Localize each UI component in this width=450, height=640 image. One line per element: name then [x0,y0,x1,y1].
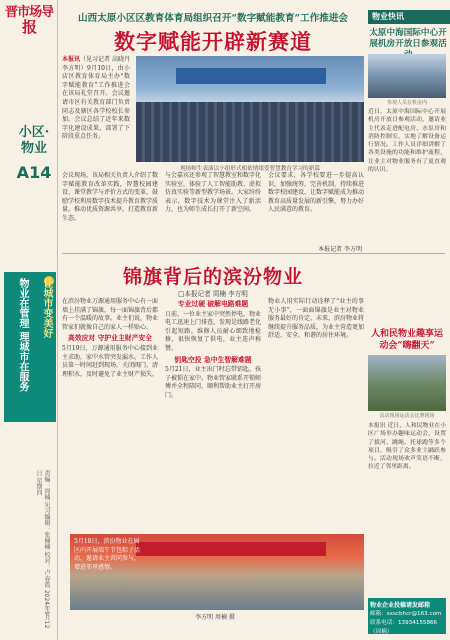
right-title-2: 人和民物业趣享运动会“嗨翻天” [370,329,443,351]
article1-photo-caption: 现场师生表演以小组形式相依情绪爱智慧教育学习的新篇 [180,166,320,172]
right-text-1: 近日，太原中海国际中心开展机房开放日参观活动，邀请业主代表走进配电房、水泵房和消防控制室，实地了解设备运行情况。工作人员详细讲解了各类设施的功能和维护流程，让业主对物业服务有了更直观的认识。 [368,109,446,174]
article1-col3: 会议要求，各学校要进一步提高认识，加强统筹，完善机制，持续推进数字校园建设，让数字赋能成为推动教育高质量发展的新引擎，努力办好人民满意的教育。 [268,172,365,214]
stage-banner [176,68,326,84]
masthead-logo [4,6,54,46]
left-column [0,0,58,640]
article2-subhead-2: 专业过硬 破解电路难题 [177,300,249,308]
article1-col2: 与会嘉宾还参观了智慧教室和数字化实验室，体验了人工智能助教、虚拟仿真实验等新型教学场景。大家纷纷表示，数字技术为课堂注入了新活力，也为师生成长打开了新空间。 [165,172,262,214]
article2-photo [70,534,364,610]
contact-phone: 联系电话：13934155866（周楠） [370,620,438,635]
article2-col1 [62,298,158,379]
contact-email[interactable]: 邮箱：sxscbhcr@163.com [370,611,442,617]
page-letter [14,165,54,181]
masthead-line2: 报 [21,18,36,36]
contact-label: 物业企业投稿请发邮箱 [370,602,431,609]
article2-col2-text: 日前，一位业主家中突然停电，物业电工迅速上门排查，发现是线路老化引起短路。维修人员耐心细致地检修，很快恢复了供电，业主连声称赞。 [165,310,262,352]
article1-photo [136,56,364,162]
article1-intro [62,56,130,142]
article2-col3: 物业人用实际行动诠释了“业主的事无小事”，一面面锦旗是业主对物业服务最好的肯定。未来，滨汾物业将继续提升服务品质，为业主营造更加舒适、安全、和谐的居住环境。 [268,298,365,340]
column-divider [57,0,58,640]
promo-text-2: 让城市变美好 [41,278,52,338]
article2-col1-text: 在滨汾物业万源通用服务中心有一面墙上挂满了锦旗，每一面锦旗背后都有一个温暖的故事。业主们说，物业管家们就像自己的家人一样贴心。 [62,298,159,331]
right-photo-1 [368,54,446,98]
promo-banner [4,272,56,422]
page-section-label [14,125,54,181]
intro-prefix: 本报讯 [62,56,81,63]
imprint-info: 责编：周楠 见习编辑：张楠楠 校对：卢春霞 2024年9月12日 星期四 [35,470,50,629]
article2-headline: 锦旗背后的滨汾物业 [122,266,303,288]
article2-subhead-1: 高效应对 守护业主财产安全 [68,334,152,343]
right-section-header: 物业快讯 [368,10,450,24]
article2-col2 [165,298,261,401]
right-text-2: 本报讯 近日，人和民物业在小区广场举办趣味运动会，设置了拔河、跳绳、托球跑等多个项目，吸引了众多业主踊跃参与。活动现场欢声笑语不断，拉近了邻里距离。 [368,423,446,471]
masthead-line1: 晋市场导 [4,5,53,20]
article1-kicker: 山西太原小区区教育体育局组织召开“数字赋能教育”工作推进会 [77,13,349,24]
right-photo-2 [368,355,446,411]
right-title-1: 太原中海国际中心开展机房开放日参观活 [369,28,447,49]
event-banner [136,542,326,556]
article2-col2b-text: 5月21日，业主出门时忘带钥匙，孩子被锁在家中。物业管家联系开锁师傅并全程陪同，顺利帮助业主打开房门。 [165,366,262,399]
article2-photo-text: 5月18日，滨汾物业在园区内开展端午节包粽子活动，邀请业主共同参与，增进邻里感情。 [74,538,141,571]
article2-byline: □本报记者 周楠 李方明 [178,290,248,298]
article2-author: 李方明 周楠 摄 [195,614,235,621]
article1-body [62,172,364,272]
page-letter-text: A [16,163,30,182]
right-caption-1: 参观人员在机房内 [386,100,427,106]
article1-col1: 会议现场，该局相关负责人介绍了数字赋能教育改革实践，智慧校园建设、课堂教学与评价方式的变革，鼓励学校利用数字技术提升教育教学质量，推动优质资源共享，打造教育新生态。 [62,172,159,222]
article1-headline: 数字赋能开辟新赛道 [114,29,312,54]
intro-text: （见习记者 高晓丹 李方明）9月10日，由小店区教育体育局主办“数字赋能教育”工作推进会在该局礼堂召开。会议邀请市区有关教育部门负责同志及辖区各学校校长参加。会议总结了近年来数字化建设成果，部署了下阶段重点任务。 [62,56,130,141]
page-number: 14 [29,163,52,182]
promo-text-1: 物业在管理 理城市在服务 [17,278,28,392]
section-name: 小区·物业 [18,125,50,156]
article1-author: 本报记者 李方明 [318,246,362,253]
contact-box [368,598,446,634]
audience-area [136,102,364,162]
right-caption-2: 活动现场运动会比赛现场 [379,413,435,419]
article2-subhead-3: 钥匙空投 急中生智解难题 [174,355,252,364]
article2-col1b-text: 5月19日，万源通用服务中心接到业主求助，家中水管突发漏水。工作人员第一时间赶到现场，关闭阀门、清理积水，及时避免了业主财产损失。 [62,344,159,378]
